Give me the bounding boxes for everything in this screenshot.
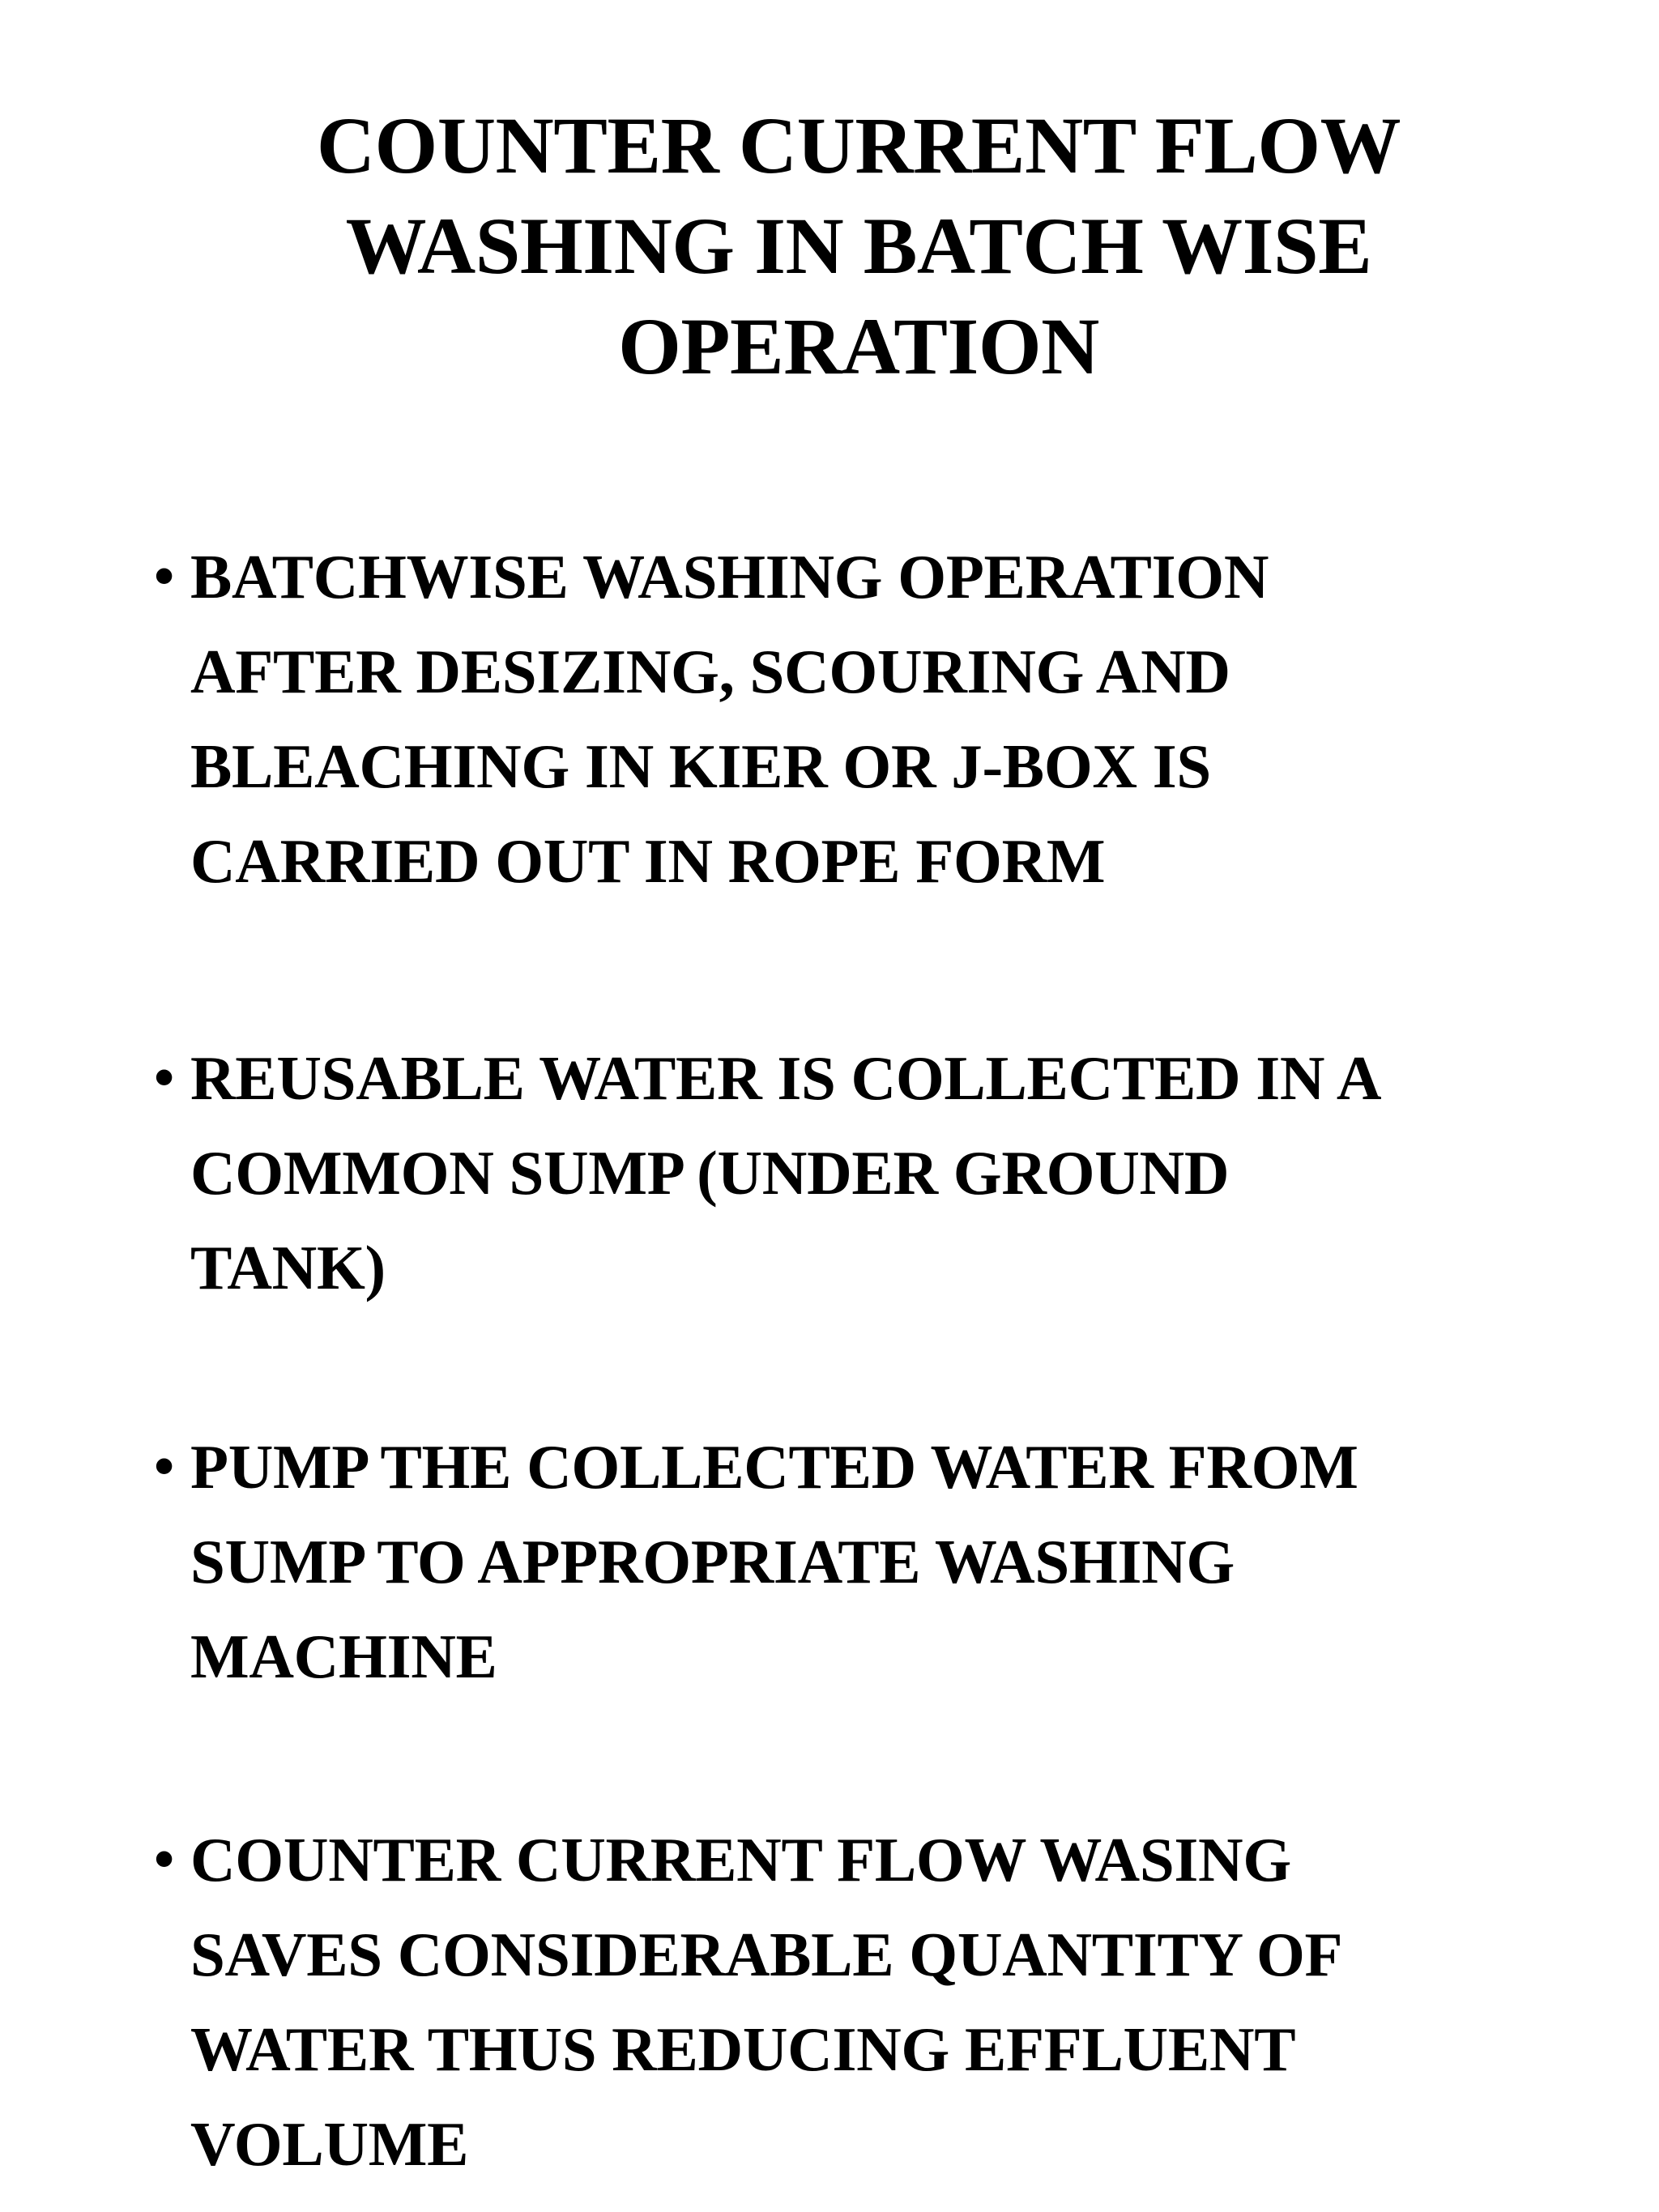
bullet-line: SAVES CONSIDERABLE QUANTITY OF (190, 1920, 1343, 1989)
bullet-line: CARRIED OUT IN ROPE FORM (190, 826, 1106, 896)
bullet-icon: • (154, 543, 175, 608)
bullet-line: BATCHWISE WASHING OPERATION (190, 542, 1269, 612)
bullet-icon: • (154, 1434, 175, 1498)
bullet-icon: • (154, 1045, 175, 1110)
bullet-line: MACHINE (190, 1622, 497, 1691)
bullet-line: COMMON SUMP (UNDER GROUND (190, 1138, 1230, 1208)
slide-title (162, 96, 1555, 397)
bullet-text (190, 1420, 1620, 1704)
bullet-line: COUNTER CURRENT FLOW WASING (190, 1825, 1291, 1894)
bullet-text (190, 1813, 1620, 2192)
title-line: WASHING IN BATCH WISE (345, 201, 1372, 291)
bullet-line: PUMP THE COLLECTED WATER FROM (190, 1432, 1358, 1502)
bullet-line: BLEACHING IN KIER OR J-BOX IS (190, 731, 1211, 801)
title-line: OPERATION (618, 301, 1099, 391)
bullet-text (190, 1031, 1620, 1315)
title-line: COUNTER CURRENT FLOW (316, 100, 1401, 190)
bullet-line: WATER THUS REDUCING EFFLUENT (190, 2014, 1296, 2084)
bullet-line: SUMP TO APPROPRIATE WASHING (190, 1527, 1235, 1596)
bullet-line: AFTER DESIZING, SCOURING AND (190, 637, 1230, 706)
bullet-text (190, 530, 1620, 909)
bullet-line: REUSABLE WATER IS COLLECTED IN A (190, 1043, 1382, 1113)
bullet-line: TANK) (190, 1233, 386, 1302)
bullet-line: VOLUME (190, 2109, 469, 2179)
bullet-icon: • (154, 1826, 175, 1891)
